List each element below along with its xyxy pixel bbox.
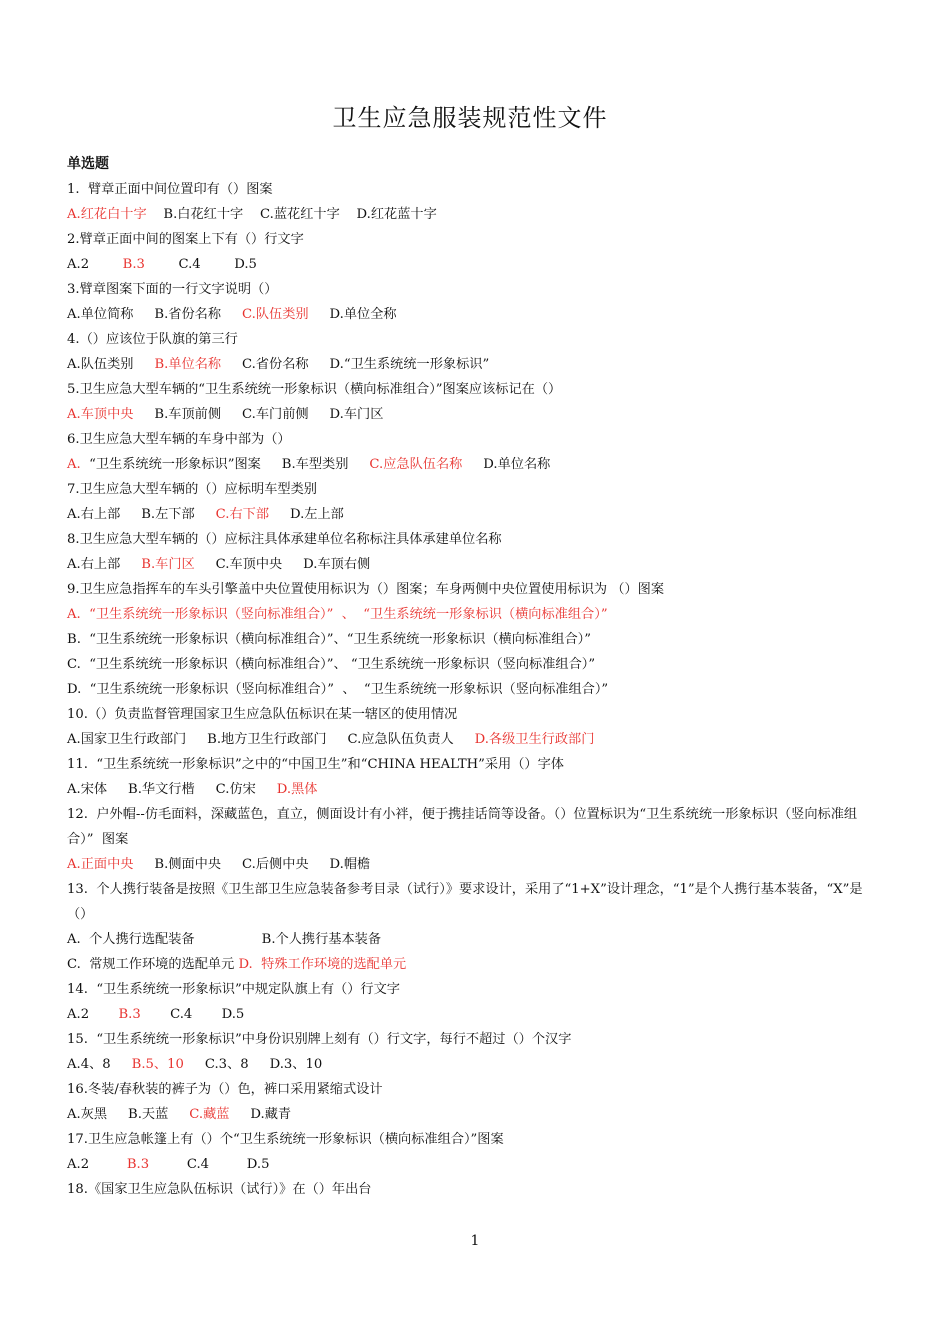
question-line xyxy=(67,1027,882,1052)
answer-text: D. 特殊工作环境的选配单元 xyxy=(238,957,407,972)
question-line xyxy=(67,702,882,727)
line-text: C.车顶中央 D.车顶右侧 xyxy=(194,557,371,572)
answer-text: A.红花白十字 xyxy=(67,207,147,222)
line-text: A.灰黑 B.天蓝 xyxy=(67,1107,190,1122)
line-text: C.4 D.5 xyxy=(140,1007,245,1022)
line-text: C.4 D.5 xyxy=(149,1157,270,1172)
section-heading: 单选题 xyxy=(67,156,109,172)
line-text: 6.卫生应急大型车辆的车身中部为（） xyxy=(67,432,291,447)
line-text: D. “卫生系统统一形象标识（竖向标准组合）” 、 “卫生系统统一形象标识（竖向标准组合）” xyxy=(67,682,609,697)
line-text: A.右上部 xyxy=(67,557,142,572)
line-text: 1. 臂章正面中间位置印有（）图案 xyxy=(67,182,273,197)
question-line xyxy=(67,852,882,877)
page-number: 1 xyxy=(470,1233,480,1249)
question-line xyxy=(67,1177,882,1202)
question-line xyxy=(67,327,882,352)
line-text: A.2 xyxy=(67,1007,119,1022)
question-line xyxy=(67,177,882,202)
line-text: D.单位全称 xyxy=(308,307,397,322)
line-text: A. 个人携行选配装备 B.个人携行基本装备 xyxy=(67,932,382,947)
line-text: A.右上部 B.左下部 xyxy=(67,507,216,522)
question-line xyxy=(67,477,882,502)
line-text: 5.卫生应急大型车辆的“卫生系统统一形象标识（横向标准组合）”图案应该标记在（） xyxy=(67,382,562,397)
answer-text: D.各级卫生行政部门 xyxy=(474,732,595,747)
line-text: 8.卫生应急大型车辆的（）应标注具体承建单位名称标注具体承建单位名称 xyxy=(67,532,502,547)
question-line xyxy=(67,652,882,677)
question-line xyxy=(67,1052,882,1077)
question-line xyxy=(67,952,882,977)
line-text: C.3、8 D.3、10 xyxy=(183,1057,323,1072)
answer-text: C.藏蓝 xyxy=(189,1107,230,1122)
question-line xyxy=(67,277,882,302)
answer-text: B.5、10 xyxy=(131,1057,184,1072)
question-line xyxy=(67,1002,882,1027)
question-line xyxy=(67,352,882,377)
line-text: A.单位简称 B.省份名称 xyxy=(67,307,243,322)
question-line xyxy=(67,677,882,702)
line-text: A.2 xyxy=(67,257,123,272)
line-text: C. “卫生系统统一形象标识（横向标准组合）”、 “卫生系统统一形象标识（竖向标准组合）” xyxy=(67,657,596,672)
document-title: 卫生应急服装规范性文件 xyxy=(332,104,608,132)
question-line xyxy=(67,502,882,527)
line-text: 18.《国家卫生应急队伍标识（试行）》在（）年出台 xyxy=(67,1182,372,1197)
answer-text: A. xyxy=(67,457,81,472)
line-text: A.队伍类别 xyxy=(67,357,155,372)
line-text: 4.（）应该位于队旗的第三行 xyxy=(67,332,238,347)
line-text: C.4 D.5 xyxy=(144,257,257,272)
question-line xyxy=(67,602,882,627)
question-line xyxy=(67,227,882,252)
line-text: A.宋体 B.华文行楷 C.仿宋 xyxy=(67,782,277,797)
question-line xyxy=(67,1152,882,1177)
line-text: C.省份名称 D.“卫生系统统一形象标识” xyxy=(221,357,490,372)
line-text: 15. “卫生系统统一形象标识”中身份识别牌上刻有（）行文字，每行不超过（）个汉字 xyxy=(67,1032,572,1047)
answer-text: A. “卫生系统统一形象标识（竖向标准组合）” 、 “卫生系统统一形象标识（横向标准组合）” xyxy=(67,607,608,622)
line-text: “卫生系统统一形象标识”图案 B.车型类别 xyxy=(80,457,370,472)
line-text: 16.冬装/春秋装的裤子为（）色，裤口采用紧缩式设计 xyxy=(67,1082,383,1097)
question-line xyxy=(67,627,882,652)
line-text: A.2 xyxy=(67,1157,127,1172)
line-text: B. “卫生系统统一形象标识（横向标准组合）”、“卫生系统统一形象标识（横向标准组合）” xyxy=(67,632,591,647)
question-line xyxy=(67,977,882,1002)
question-line xyxy=(67,302,882,327)
answer-text: B.3 xyxy=(122,257,145,272)
line-text: B.车顶前侧 C.车门前侧 D.车门区 xyxy=(133,407,384,422)
question-line xyxy=(67,377,882,402)
answer-text: A.车顶中央 xyxy=(67,407,134,422)
question-line xyxy=(67,527,882,552)
question-line xyxy=(67,202,882,227)
line-text: A.国家卫生行政部门 B.地方卫生行政部门 C.应急队伍负责人 xyxy=(67,732,475,747)
line-text: D.藏青 xyxy=(229,1107,292,1122)
question-line xyxy=(67,777,882,802)
answer-text: D.黑体 xyxy=(276,782,318,797)
answer-text: C.队伍类别 xyxy=(242,307,309,322)
answer-text: A.正面中央 xyxy=(67,857,134,872)
line-text: A.4、8 xyxy=(67,1057,132,1072)
question-line xyxy=(67,752,882,777)
line-text: 2.臂章正面中间的图案上下有（）行文字 xyxy=(67,232,304,247)
answer-text: C.右下部 xyxy=(215,507,270,522)
line-text: B.白花红十字 C.蓝花红十字 D.红花蓝十字 xyxy=(146,207,437,222)
line-text: 12. 户外帽--仿毛面料，深藏蓝色，直立，侧面设计有小袢，便于携挂话筒等设备。（）位置标识为“卫生系统统一形象标识（竖向标准组合）” 图案 xyxy=(67,807,858,847)
line-text: D.单位名称 xyxy=(462,457,551,472)
line-text: 17.卫生应急帐篷上有（）个“卫生系统统一形象标识（横向标准组合）”图案 xyxy=(67,1132,504,1147)
answer-text: C.应急队伍名称 xyxy=(369,457,463,472)
question-line xyxy=(67,927,882,952)
line-text: 14. “卫生系统统一形象标识”中规定队旗上有（）行文字 xyxy=(67,982,400,997)
line-text: B.侧面中央 C.后侧中央 D.帽檐 xyxy=(133,857,371,872)
question-line xyxy=(67,1127,882,1152)
line-text: 13. 个人携行装备是按照《卫生部卫生应急装备参考目录（试行）》要求设计，采用了“1+X”设计理念，“1”是个人携行基本装备，“X”是（） xyxy=(67,882,863,922)
line-text: 7.卫生应急大型车辆的（）应标明车型类别 xyxy=(67,482,317,497)
question-line xyxy=(67,427,882,452)
question-line xyxy=(67,252,882,277)
answer-text: B.3 xyxy=(118,1007,141,1022)
question-line xyxy=(67,402,882,427)
question-line xyxy=(67,727,882,752)
answer-text: B.单位名称 xyxy=(154,357,222,372)
question-line xyxy=(67,577,882,602)
line-text: 3.臂章图案下面的一行文字说明（） xyxy=(67,282,278,297)
question-line xyxy=(67,1077,882,1102)
answer-text: B.3 xyxy=(126,1157,150,1172)
line-text: 9.卫生应急指挥车的车头引擎盖中央位置使用标识为（）图案；车身两侧中央位置使用标识为 （）图案 xyxy=(67,582,665,597)
question-line xyxy=(67,552,882,577)
question-line xyxy=(67,452,882,477)
question-line xyxy=(67,802,882,852)
line-text: 11. “卫生系统统一形象标识”之中的“中国卫生”和“CHINA HEALTH”采用（）字体 xyxy=(67,757,564,772)
question-list xyxy=(67,152,882,1202)
answer-text: B.车门区 xyxy=(141,557,195,572)
question-line xyxy=(67,1102,882,1127)
question-line xyxy=(67,877,882,927)
line-text: 10.（）负责监督管理国家卫生应急队伍标识在某一辖区的使用情况 xyxy=(67,707,458,722)
line-text: C. 常规工作环境的选配单元 xyxy=(67,957,239,972)
line-text: D.左上部 xyxy=(269,507,344,522)
